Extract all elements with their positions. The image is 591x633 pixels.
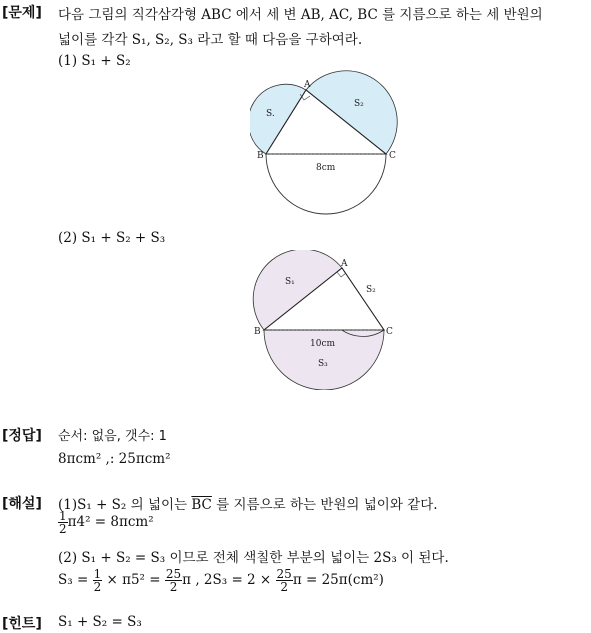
problem-line-1: 다음 그림의 직각삼각형 ABC 에서 세 변 AB, AC, BC 를 지름으로 하는 세 반원의	[58, 7, 543, 23]
hint-label: [힌트]	[2, 616, 42, 632]
answer-label: [정답]	[2, 428, 42, 444]
figure-2-label-s1: S₁	[285, 277, 295, 287]
figure-2-label-b: B	[254, 327, 261, 337]
figure-1-label-b: B	[257, 151, 264, 161]
figure-1-label-s2: S₂	[354, 99, 364, 109]
figure-2-label-s3: S₃	[318, 359, 328, 369]
solution-line-2: $\frac{1}{2}$ π4² = 8πcm²	[59, 509, 154, 536]
answer-meta: 순서: 없음, 갯수: 1	[58, 429, 167, 444]
solution-line-3: (2) S₁ + S₂ = S₃ 이므로 전체 색칠한 부분의 넓이는 2S₃ 이 된다.	[58, 550, 449, 566]
answer-value: 8πcm² ,: 25πcm²	[58, 451, 171, 467]
figure-1-label-bc: 8cm	[316, 163, 336, 173]
figure-2-label-c: C	[386, 327, 393, 337]
solution-line-1: (1)S₁ + S₂ 의 넓이는 $\overline{BC}$ 를 지름으로 하는 반원의 넓이와 같다.	[58, 497, 438, 513]
figure-1-label-s1: S.	[266, 109, 275, 119]
figure-2-label-s2: S₂	[366, 285, 376, 295]
part-2-label: (2) S₁ + S₂ + S₃	[58, 230, 166, 246]
problem-line-2: 넓이를 각각 S₁, S₂, S₃ 라고 할 때 다음을 구하여라.	[58, 32, 363, 48]
part-1-label: (1) S₁ + S₂	[58, 53, 131, 69]
solution-label: [해설]	[2, 496, 42, 512]
figure-1-label-a: A	[304, 80, 311, 90]
figure-2-label-bc: 10cm	[310, 339, 336, 349]
hint-text: S₁ + S₂ = S₃	[58, 614, 142, 630]
solution-line-4: S₃ = $\frac{1}{2}$ × π5² = $\frac{25}{2}$ π , 2S₃ = 2 × $\frac{25}{2}$ π = 25π(cm²)	[58, 567, 384, 594]
figure-1	[250, 70, 410, 220]
bc-overline: $\overline{BC}$	[191, 497, 212, 513]
problem-label: [문제]	[2, 5, 42, 21]
figure-2	[250, 250, 410, 390]
figure-2-label-a: A	[341, 259, 348, 269]
figure-1-label-c: C	[389, 151, 396, 161]
